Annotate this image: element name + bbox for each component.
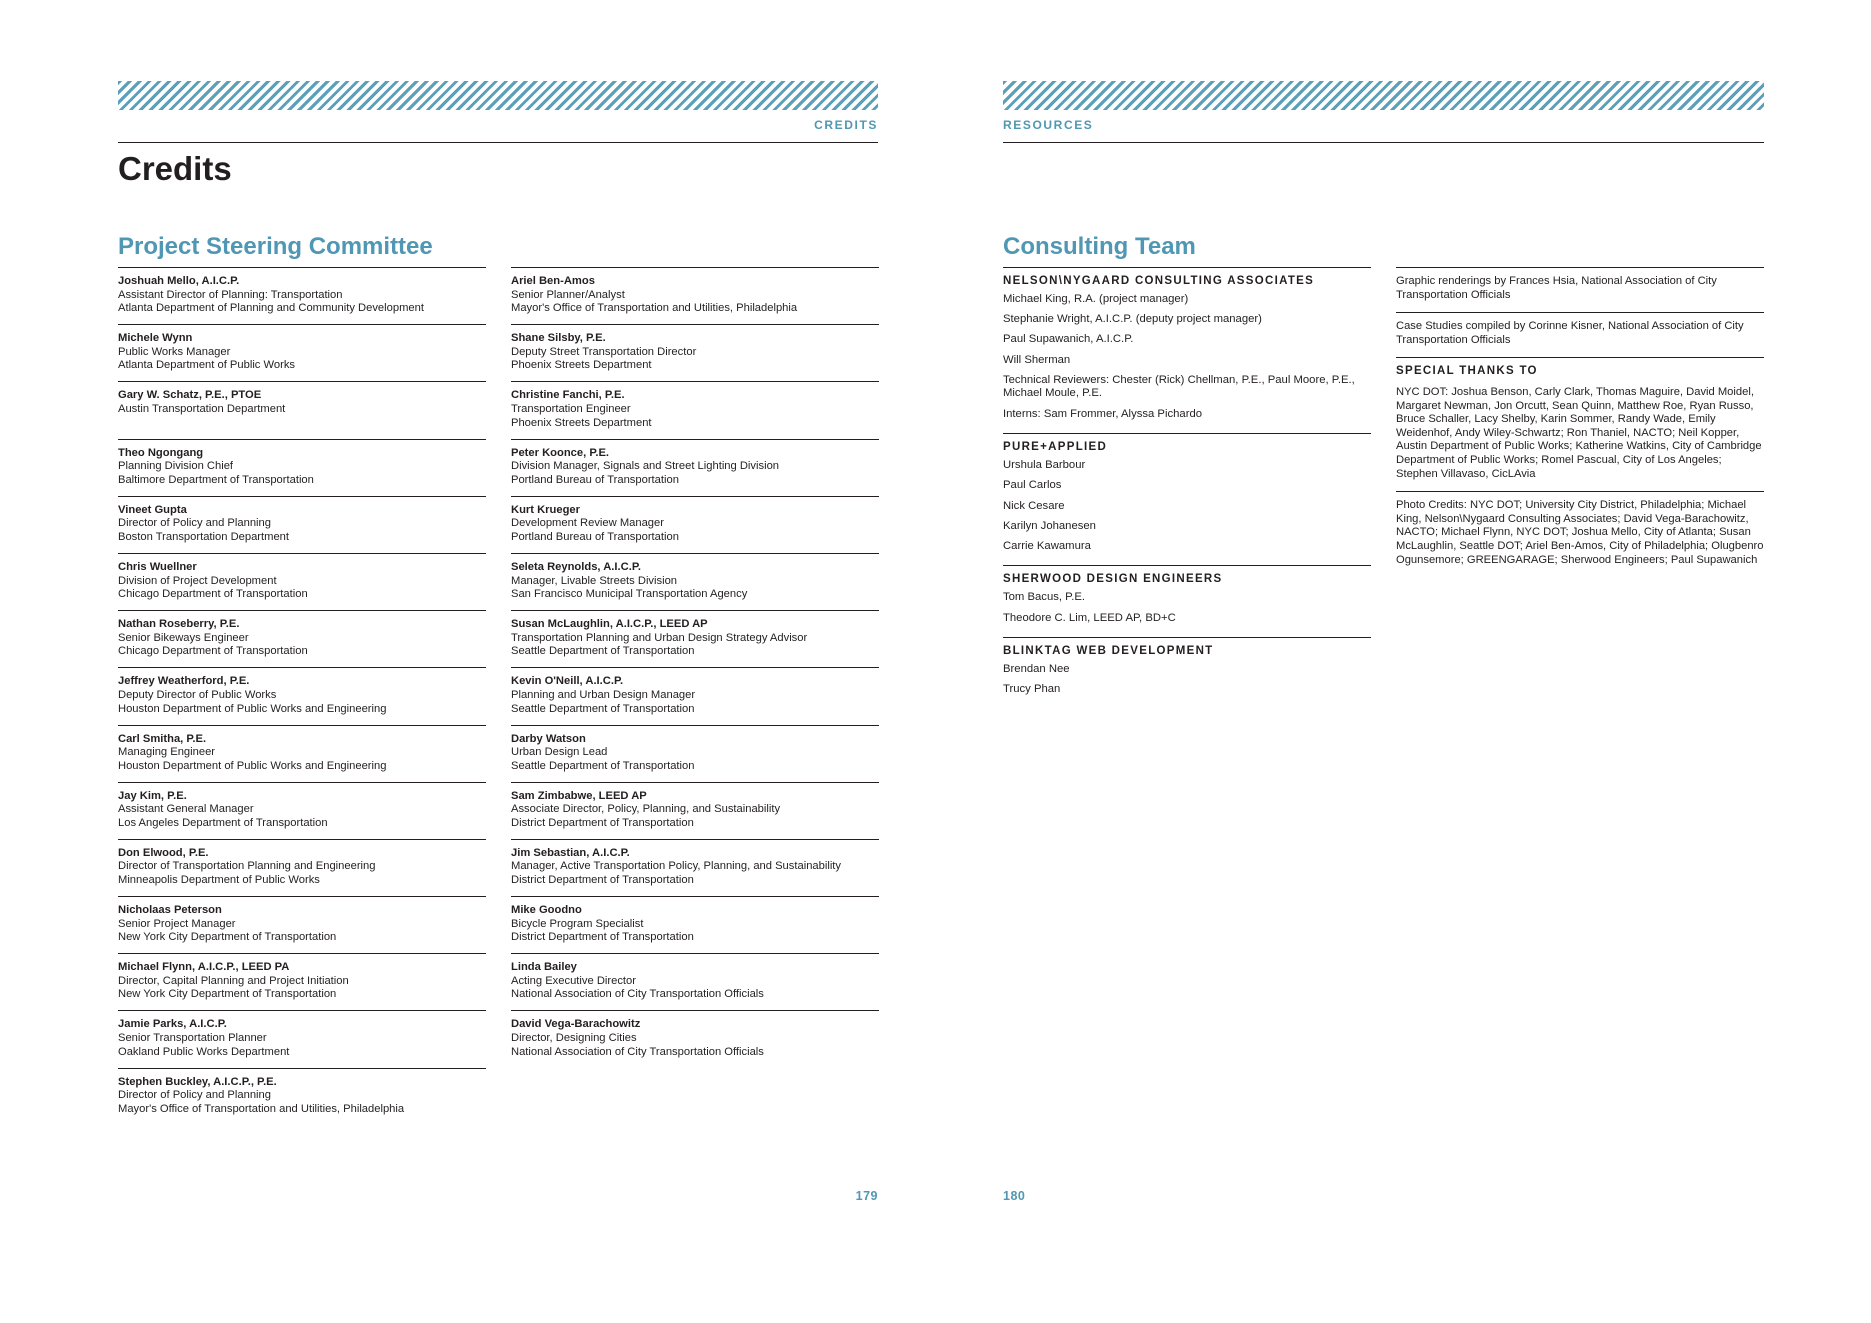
special-thanks-title: SPECIAL THANKS TO <box>1396 365 1538 378</box>
committee-entry <box>511 839 879 896</box>
consulting-firms-column <box>1003 267 1371 709</box>
member-name: Kurt Krueger <box>511 503 580 516</box>
member-detail: Portland Bureau of Transportation <box>511 530 679 543</box>
member-name: Gary W. Schatz, P.E., PTOE <box>118 389 262 402</box>
member-detail: Seattle Department of Transportation <box>511 702 695 715</box>
member-detail: Phoenix Streets Department <box>511 416 652 429</box>
member-detail: Senior Transportation Planner <box>118 1032 267 1045</box>
member-detail: Portland Bureau of Transportation <box>511 473 679 486</box>
member-name: Darby Watson <box>511 732 586 745</box>
member-name: Peter Koonce, P.E. <box>511 446 610 459</box>
member-detail: Boston Transportation Department <box>118 530 290 543</box>
member-name: Jamie Parks, A.I.C.P. <box>118 1018 227 1031</box>
member-detail: Urban Design Lead <box>511 746 608 759</box>
committee-entry <box>511 1010 879 1067</box>
member-detail: Phoenix Streets Department <box>511 359 652 372</box>
member-detail: Planning and Urban Design Manager <box>511 688 696 701</box>
right-page <box>1003 0 1764 1323</box>
member-detail: Public Works Manager <box>118 345 231 358</box>
member-name: Stephen Buckley, A.I.C.P., P.E. <box>118 1075 277 1088</box>
committee-entry <box>118 782 486 839</box>
member-detail: Assistant Director of Planning: Transportation <box>118 288 343 301</box>
committee-entry <box>118 267 486 324</box>
member-detail: Director of Policy and Planning <box>118 517 271 530</box>
committee-entry <box>118 953 486 1010</box>
committee-entry <box>511 381 879 438</box>
member-detail: Deputy Street Transportation Director <box>511 345 697 358</box>
member-detail: Development Review Manager <box>511 517 664 530</box>
member-name: Mike Goodno <box>511 904 582 917</box>
member-name: Chris Wuellner <box>118 560 197 573</box>
member-detail: Chicago Department of Transportation <box>118 588 308 601</box>
member-name: Seleta Reynolds, A.I.C.P. <box>511 560 641 573</box>
firm-name: PURE+APPLIED <box>1003 441 1108 454</box>
consulting-firm <box>1003 565 1371 625</box>
member-detail: District Department of Transportation <box>511 816 694 829</box>
member-detail: New York City Department of Transportation <box>118 988 337 1001</box>
photo-credits: Photo Credits: NYC DOT; University City District, Philadelphia; Michael King, Nelson\Nygaard Consulting Associates; David Vega-Barachowitz, NACTO; Michael Flynn, NYC DOT; Joshua Mello, City of Atlanta; Susan McLaughlin, Seattle DOT; Ariel Ben-Amos, City of Philadelphia; Olugbenro Ogunsemore; GREENGARAGE; Sherwood Engineers; Paul Supawanich <box>1396 491 1764 577</box>
committee-entry <box>511 496 879 553</box>
committee-entry <box>511 553 879 610</box>
member-name: Jim Sebastian, A.I.C.P. <box>511 846 630 859</box>
firm-member: Stephanie Wright, A.I.C.P. (deputy project manager) <box>1003 313 1262 326</box>
firm-member: Michael King, R.A. (project manager) <box>1003 293 1189 305</box>
header-rule <box>118 142 878 143</box>
committee-entry <box>511 896 879 953</box>
section-label-credits: CREDITS <box>814 118 878 132</box>
member-detail: San Francisco Municipal Transportation Agency <box>511 588 748 601</box>
page-title: Credits <box>118 150 232 187</box>
member-name: Ariel Ben-Amos <box>511 275 595 287</box>
firm-member: Interns: Sam Frommer, Alyssa Pichardo <box>1003 407 1203 420</box>
member-detail: Director, Designing Cities <box>511 1032 637 1045</box>
member-detail: Deputy Director of Public Works <box>118 688 277 701</box>
firm-name: SHERWOOD DESIGN ENGINEERS <box>1003 573 1223 586</box>
left-page <box>118 0 878 1323</box>
member-name: Sam Zimbabwe, LEED AP <box>511 789 647 802</box>
member-detail: Associate Director, Policy, Planning, and Sustainability <box>511 803 781 816</box>
member-detail: Acting Executive Director <box>511 974 636 987</box>
member-name: Susan McLaughlin, A.I.C.P., LEED AP <box>511 618 708 631</box>
member-detail: Transportation Planning and Urban Design Strategy Advisor <box>511 631 808 644</box>
member-detail: Chicago Department of Transportation <box>118 645 308 658</box>
member-name: Jeffrey Weatherford, P.E. <box>118 675 250 688</box>
firm-member: Nick Cesare <box>1003 499 1065 512</box>
member-name: David Vega-Barachowitz <box>511 1018 641 1031</box>
member-name: Nathan Roseberry, P.E. <box>118 618 240 631</box>
member-detail: Seattle Department of Transportation <box>511 759 695 772</box>
committee-entry <box>511 324 879 381</box>
consulting-team-heading: Consulting Team <box>1003 233 1196 260</box>
consulting-firm <box>1003 433 1371 553</box>
steering-column-a <box>118 267 486 1125</box>
special-thanks-text: NYC DOT: Joshua Benson, Carly Clark, Thomas Maguire, David Moidel, Margaret Newman, Jon Orcutt, Sean Quinn, Matthew Roe, Ryan Russo, Bruce Schaller, Lacy Shelby, Karin Sommer, Randy Wade, Emily Weidenhof, Andy Wiley-Schwartz; Ron Thaniel, NACTO; Neil Kopper, Austin Department of Public Works; Katherine Watkins, City of Cambridge Department of Public Works; Romel Pascual, City of Los Angeles; Stephen Villavaso, CicLAvia <box>1396 385 1762 480</box>
page-number: 179 <box>855 1189 878 1203</box>
firm-member: Theodore C. Lim, LEED AP, BD+C <box>1003 611 1176 624</box>
member-detail: Baltimore Department of Transportation <box>118 473 314 486</box>
member-name: Shane Silsby, P.E. <box>511 332 606 345</box>
member-name: Kevin O'Neill, A.I.C.P. <box>511 675 624 688</box>
member-detail: Bicycle Program Specialist <box>511 917 644 930</box>
committee-entry <box>511 782 879 839</box>
member-detail: Houston Department of Public Works and Engineering <box>118 759 387 772</box>
member-detail: Senior Project Manager <box>118 917 236 930</box>
member-detail: Atlanta Department of Public Works <box>118 359 296 372</box>
firm-member: Will Sherman <box>1003 353 1071 366</box>
member-detail: Minneapolis Department of Public Works <box>118 874 320 887</box>
committee-entry <box>118 324 486 381</box>
member-detail: New York City Department of Transportation <box>118 931 337 944</box>
steering-column-b <box>511 267 879 1068</box>
firm-member: Urshula Barbour <box>1003 459 1086 472</box>
firm-member: Paul Supawanich, A.I.C.P. <box>1003 333 1134 346</box>
member-detail: Manager, Livable Streets Division <box>511 574 678 587</box>
committee-entry <box>511 725 879 782</box>
page-number: 180 <box>1003 1189 1026 1203</box>
consulting-firm <box>1003 267 1371 421</box>
committee-entry <box>118 439 486 496</box>
member-name: Christine Fanchi, P.E. <box>511 389 625 402</box>
committee-entry <box>511 610 879 667</box>
committee-entry <box>511 667 879 724</box>
committee-entry <box>118 496 486 553</box>
committee-entry <box>118 381 486 438</box>
firm-member: Technical Reviewers: Chester (Rick) Chellman, P.E., Paul Moore, P.E., Michael Moule, P.E. <box>1003 373 1355 400</box>
firm-member: Trucy Phan <box>1003 683 1061 696</box>
member-name: Linda Bailey <box>511 961 577 974</box>
member-detail: Senior Planner/Analyst <box>511 288 625 301</box>
steering-committee-heading: Project Steering Committee <box>118 233 433 260</box>
member-name: Joshuah Mello, A.I.C.P. <box>118 275 240 287</box>
section-label-resources: RESOURCES <box>1003 118 1094 132</box>
member-detail: Austin Transportation Department <box>118 402 286 415</box>
member-detail: Planning Division Chief <box>118 460 234 473</box>
member-name: Nicholaas Peterson <box>118 904 222 917</box>
member-detail: Division Manager, Signals and Street Lighting Division <box>511 460 780 473</box>
committee-entry <box>118 1010 486 1067</box>
member-name: Michele Wynn <box>118 332 193 345</box>
committee-entry <box>118 896 486 953</box>
member-name: Don Elwood, P.E. <box>118 846 209 859</box>
special-thanks <box>1396 357 1764 491</box>
member-detail: Mayor's Office of Transportation and Utilities, Philadelphia <box>118 1102 405 1115</box>
firm-member: Paul Carlos <box>1003 479 1062 492</box>
member-detail: Los Angeles Department of Transportation <box>118 816 328 829</box>
committee-entry <box>511 267 879 324</box>
member-detail: Director of Transportation Planning and Engineering <box>118 860 376 873</box>
member-name: Jay Kim, P.E. <box>118 789 187 802</box>
member-detail: Director, Capital Planning and Project Initiation <box>118 974 349 987</box>
firm-member: Carrie Kawamura <box>1003 539 1091 552</box>
member-detail: Houston Department of Public Works and Engineering <box>118 702 387 715</box>
member-detail: Mayor's Office of Transportation and Utilities, Philadelphia <box>511 302 798 315</box>
member-detail: Manager, Active Transportation Policy, Planning, and Sustainability <box>511 860 842 873</box>
member-detail: District Department of Transportation <box>511 874 694 887</box>
member-detail: National Association of City Transportation Officials <box>511 1045 764 1058</box>
member-detail: Atlanta Department of Planning and Community Development <box>118 302 424 315</box>
committee-entry <box>118 725 486 782</box>
hatch-band <box>1003 81 1764 110</box>
firm-member: Karilyn Johanesen <box>1003 519 1096 532</box>
committee-entry <box>118 553 486 610</box>
member-detail: Director of Policy and Planning <box>118 1089 271 1102</box>
member-detail: District Department of Transportation <box>511 931 694 944</box>
header-rule <box>1003 142 1764 143</box>
committee-entry <box>118 839 486 896</box>
member-detail: Managing Engineer <box>118 746 216 759</box>
member-name: Carl Smitha, P.E. <box>118 732 207 745</box>
hatch-band <box>118 81 878 110</box>
firm-name: BLINKTAG WEB DEVELOPMENT <box>1003 645 1214 658</box>
committee-entry <box>511 953 879 1010</box>
member-detail: Assistant General Manager <box>118 803 254 816</box>
case-studies-note: Case Studies compiled by Corinne Kisner, National Association of City Transportation Officials <box>1396 312 1764 357</box>
member-name: Theo Ngongang <box>118 446 204 459</box>
firm-member: Brendan Nee <box>1003 663 1070 676</box>
committee-entry <box>118 667 486 724</box>
notes-column <box>1396 267 1764 577</box>
member-detail: National Association of City Transportation Officials <box>511 988 764 1001</box>
member-name: Vineet Gupta <box>118 503 187 516</box>
consulting-firm <box>1003 637 1371 697</box>
committee-entry <box>118 1068 486 1125</box>
member-name: Michael Flynn, A.I.C.P., LEED PA <box>118 961 290 974</box>
member-detail: Seattle Department of Transportation <box>511 645 695 658</box>
committee-entry <box>118 610 486 667</box>
firm-name: NELSON\NYGAARD CONSULTING ASSOCIATES <box>1003 275 1315 287</box>
member-detail: Senior Bikeways Engineer <box>118 631 249 644</box>
renderings-note: Graphic renderings by Frances Hsia, National Association of City Transportation Officials <box>1396 267 1764 312</box>
member-detail: Oakland Public Works Department <box>118 1045 290 1058</box>
committee-entry <box>511 439 879 496</box>
member-detail: Transportation Engineer <box>511 402 631 415</box>
member-detail: Division of Project Development <box>118 574 277 587</box>
firm-member: Tom Bacus, P.E. <box>1003 591 1086 604</box>
